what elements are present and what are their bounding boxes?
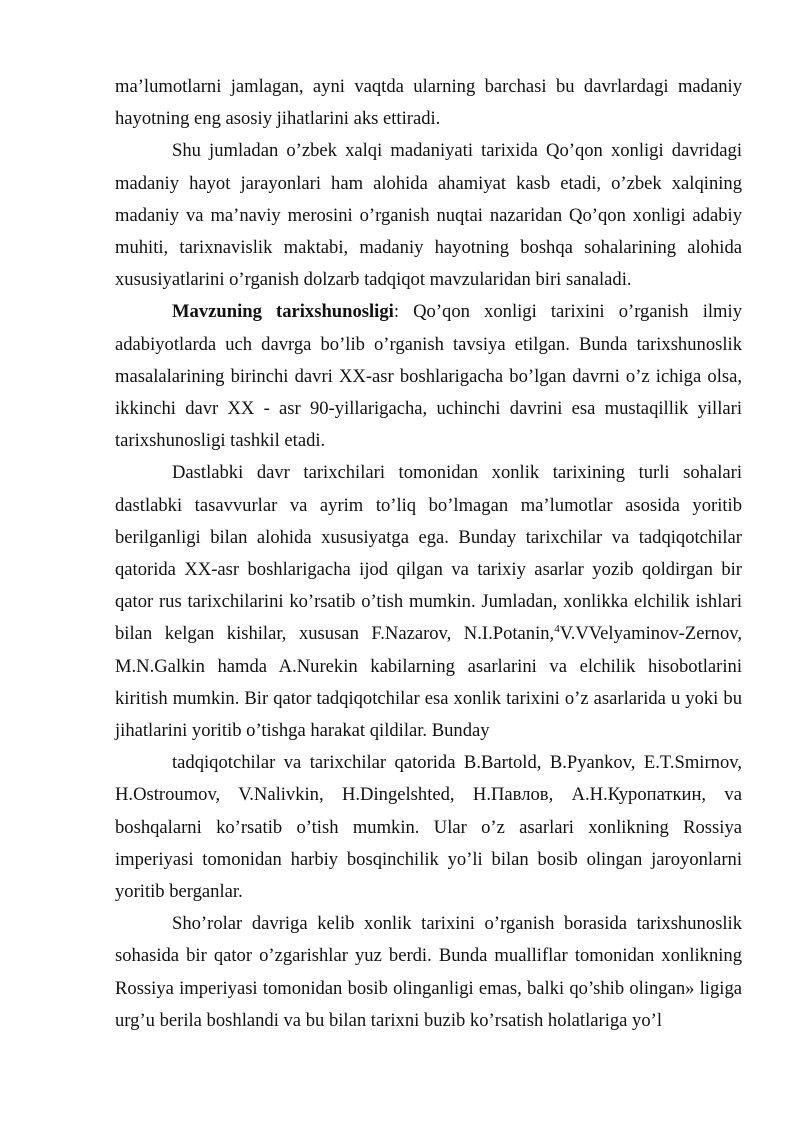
paragraph-text: tadqiqotchilar va tarixchilar qatorida B.Bartold, B.Pyankov, E.T.Smirnov, H.Ostroumov, V.Nalivkin, H.Dingelshted, H.Павлов, A.H.Куропаткин, va boshqalarni ko’rsatib o’tish mumkin. Ular o’z asarlari xonlikning Rossiya imperiyasi tomonidan harbiy bosqinchilik yo’li bilan bosib olingan jaroyonlarni yoritib berganlar.: [115, 752, 742, 903]
bold-term: Mavzuning tarixshunosligi: [172, 301, 394, 323]
footnote-marker: 4: [554, 623, 560, 636]
paragraph-text: Shu jumladan o’zbek xalqi madaniyati tarixida Qo’qon xonligi davridagi madaniy hayot jarayonlari ham alohida ahamiyat kasb etadi, o’zbek xalqining madaniy va ma’naviy merosini o’rganish nuqtai nazaridan Qo’qon xonligi adabiy muhiti, tarixnavislik maktabi, madaniy hayotning boshqa sohalarining alohida xususiyatlarini o’rganish dolzarb tadqiqot mavzularidan biri sanaladi.: [115, 140, 742, 291]
paragraph-soviet-period: [115, 908, 742, 1037]
paragraph-text: Sho’rolar davriga kelib xonlik tarixini o’rganish borasida tarixshunoslik sohasida bir qator o’zgarishlar yuz berdi. Bunda mualliflar tomonidan xonlikning Rossiya imperiyasi tomonidan bosib olinganligi emas, balki qo’shib olingan» ligiga urg’u berila boshlandi va bu bilan tarixni buzib ko’rsatish holatlariga yo’l: [115, 913, 742, 1031]
paragraph-historiography: [115, 296, 742, 457]
paragraph-kokand-culture: [115, 135, 742, 296]
paragraph-text: V.VVelyaminov-Zernov, M.N.Galkin hamda A.Nurekin kabilarning asarlarini va elchilik hisobotlarini kiritish mumkin. Bir qator tadqiqotchilar esa xonlik tarixini o’z asarlarida u yoki bu jihatlarini yoritib o’tishga harakat qildilar. Bunday: [115, 623, 742, 742]
paragraph-text: Dastlabki davr tarixchilari tomonidan xonlik tarixining turli sohalari dastlabki tasavvurlar va ayrim to’liq bo’lmagan ma’lumotlar asosida yoritib berilganligi bilan alohida xususiyatga ega. Bunday tarixchilar va tadqiqotchilar qatorida XX-asr boshlarigacha ijod qilgan va tarixiy asarlar yozib qoldirgan bir qator rus tarixchilarini ko’rsatib o’tish mumkin. Jumladan, xonlikka elchilik ishlari bilan kelgan kishilar, xususan F.Nazarov, N.I.Potanin,: [115, 462, 742, 645]
paragraph-continuation: [115, 71, 742, 135]
paragraph-text: : Qo’qon xonligi tarixini o’rganish ilmiy adabiyotlarda uch davrga bo’lib o’rganish tavsiya etilgan. Bunda tarixshunoslik masalalarining birinchi davri XX-asr boshlarigacha bo’lgan davrni o’z ichiga olsa, ikkinchi davr XX - asr 90-yillarigacha, uchinchi davrini esa mustaqillik yillari tarixshunosligi tashkil etadi.: [115, 301, 742, 452]
paragraph-researchers: [115, 747, 742, 908]
paragraph-text: ma’lumotlarni jamlagan, ayni vaqtda ularning barchasi bu davrlardagi madaniy hayotning eng asosiy jihatlarini aks ettiradi.: [115, 76, 742, 130]
paragraph-early-period: [115, 457, 742, 747]
